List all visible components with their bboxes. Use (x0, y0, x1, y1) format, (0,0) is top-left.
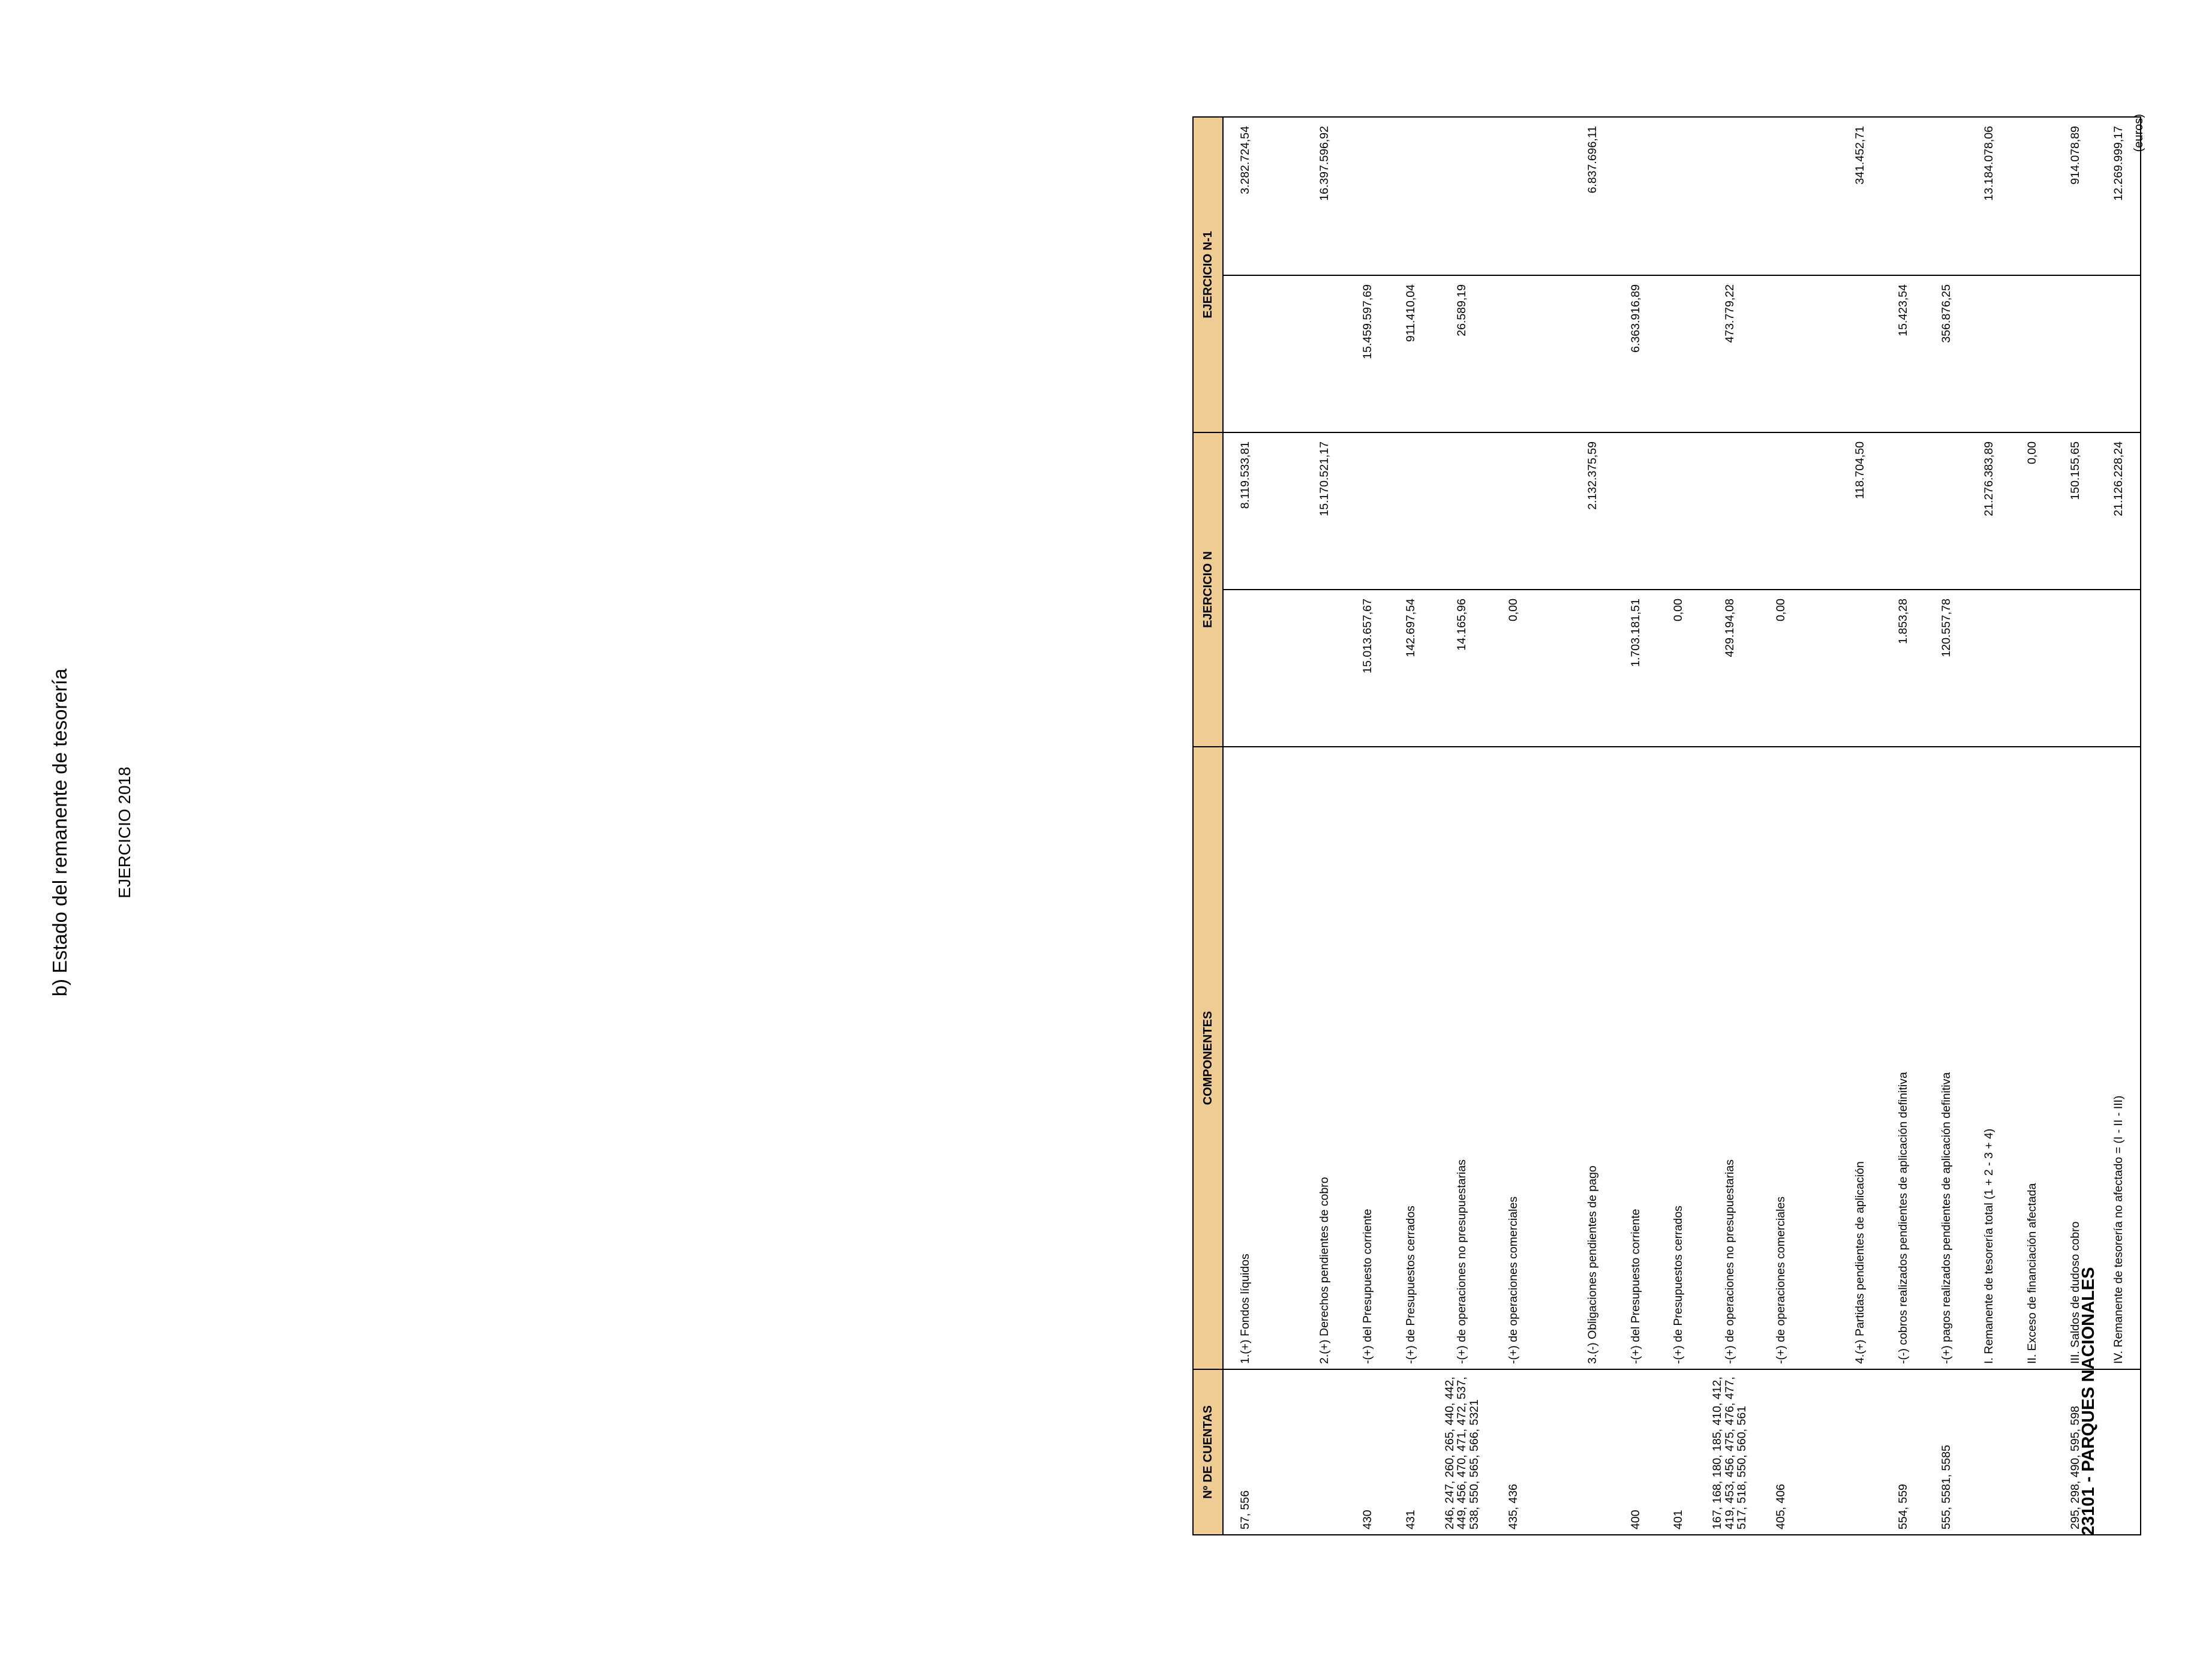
cell-accounts: 431 (1389, 1369, 1432, 1535)
cell-n1-total (2011, 117, 2054, 275)
cell-accounts: 167, 168, 180, 185, 410, 412, 419, 453, 456, 475, 476, 477, 517, 518, 550, 560, 561 (1700, 1369, 1759, 1535)
cell-n-total (1614, 432, 1657, 590)
cell-n1-detail: 6.363.916,89 (1614, 275, 1657, 432)
cell-n1-detail: 911.410,04 (1389, 275, 1432, 432)
cell-n-detail: 0,00 (1492, 590, 1535, 747)
cell-n-detail (1303, 590, 1347, 747)
cell-n-total (1389, 432, 1432, 590)
cell-n1-total: 914.078,89 (2054, 117, 2097, 275)
cell-accounts: 57, 556 (1223, 1369, 1267, 1535)
cell-n1-detail: 15.459.597,69 (1346, 275, 1389, 432)
cell-n1-total (1760, 117, 1803, 275)
cell-component: -(+) pagos realizados pendientes de aplicación definitiva (1925, 747, 1968, 1369)
table-row (2097, 117, 2141, 1535)
cell-accounts (1839, 1369, 1882, 1535)
cell-n-total: 15.170.521,17 (1303, 432, 1347, 590)
cell-component: 1.(+) Fondos líquidos (1223, 747, 1267, 1369)
spacer-row (1802, 117, 1839, 1535)
cell-n-detail: 0,00 (1760, 590, 1803, 747)
cell-n-detail (2097, 590, 2141, 747)
cell-n1-total (1657, 117, 1700, 275)
cell-n-total (1432, 432, 1492, 590)
cell-n1-detail (1492, 275, 1535, 432)
cell-n-detail: 14.165,96 (1432, 590, 1492, 747)
cell-component: 4.(+) Partidas pendientes de aplicación (1839, 747, 1882, 1369)
cell-n1-total: 341.452,71 (1839, 117, 1882, 275)
cell-n1-total: 13.184.078,06 (1968, 117, 2011, 275)
cell-n-total (1657, 432, 1700, 590)
cell-n1-total: 3.282.724,54 (1223, 117, 1267, 275)
cell-accounts (1571, 1369, 1614, 1535)
cell-component: -(+) de operaciones no presupuestarias (1432, 747, 1492, 1369)
cell-n-detail (1223, 590, 1267, 747)
cell-n1-detail (1968, 275, 2011, 432)
cell-accounts (1303, 1369, 1347, 1535)
cell-component: -(+) de operaciones comerciales (1492, 747, 1535, 1369)
cell-n-detail: 0,00 (1657, 590, 1700, 747)
cell-accounts: 400 (1614, 1369, 1657, 1535)
table-row (1571, 117, 1614, 1535)
header-year-n1: EJERCICIO N-1 (1193, 117, 1223, 432)
cell-n1-total: 16.397.596,92 (1303, 117, 1347, 275)
table-row (1968, 117, 2011, 1535)
cell-accounts: 554, 559 (1882, 1369, 1925, 1535)
cell-n1-detail (2054, 275, 2097, 432)
cell-component: -(+) del Presupuesto corriente (1614, 747, 1657, 1369)
cell-n1-total: 6.837.696,11 (1571, 117, 1614, 275)
table-row (1346, 117, 1389, 1535)
cell-n-detail (2054, 590, 2097, 747)
table-row (2011, 117, 2054, 1535)
cell-n1-detail (2011, 275, 2054, 432)
report-subtitle: EJERCICIO 2018 (115, 767, 134, 898)
cell-n1-total (1700, 117, 1759, 275)
table-row (1223, 117, 1267, 1535)
cell-n1-detail (1223, 275, 1267, 432)
cell-n-total: 2.132.375,59 (1571, 432, 1614, 590)
cell-n1-total (1492, 117, 1535, 275)
table-row (1614, 117, 1657, 1535)
cell-n1-total (1614, 117, 1657, 275)
cell-accounts (2011, 1369, 2054, 1535)
cell-component: -(+) de operaciones comerciales (1760, 747, 1803, 1369)
table-row (1389, 117, 1432, 1535)
cell-n1-total (1432, 117, 1492, 275)
cell-n-total: 0,00 (2011, 432, 2054, 590)
cell-n1-detail (1839, 275, 1882, 432)
cell-component: II. Exceso de financiación afectada (2011, 747, 2054, 1369)
spacer-row (1535, 117, 1571, 1535)
cell-n-total: 21.126.228,24 (2097, 432, 2141, 590)
cell-accounts: 405, 406 (1760, 1369, 1803, 1535)
cell-n1-detail (1760, 275, 1803, 432)
cell-n-detail: 142.697,54 (1389, 590, 1432, 747)
table-header-row (1193, 117, 1223, 1535)
cell-n-detail (1839, 590, 1882, 747)
table-row (1492, 117, 1535, 1535)
cell-accounts (2097, 1369, 2141, 1535)
cell-n1-detail (1303, 275, 1347, 432)
cell-n-detail: 1.703.181,51 (1614, 590, 1657, 747)
cell-n1-total (1925, 117, 1968, 275)
cell-n-total (1882, 432, 1925, 590)
cell-n-total (1492, 432, 1535, 590)
cell-n1-detail (2097, 275, 2141, 432)
header-components: COMPONENTES (1193, 747, 1223, 1369)
cell-n-total (1700, 432, 1759, 590)
cell-n-detail (1968, 590, 2011, 747)
table-row (1882, 117, 1925, 1535)
cell-n1-total (1389, 117, 1432, 275)
cell-accounts: 435, 436 (1492, 1369, 1535, 1535)
cell-component: 3.(-) Obligaciones pendientes de pago (1571, 747, 1614, 1369)
table-row (1700, 117, 1759, 1535)
table-row (1925, 117, 1968, 1535)
cell-component: IV. Remanente de tesorería no afectado = (I - II - III) (2097, 747, 2141, 1369)
header-accounts: Nº DE CUENTAS (1193, 1369, 1223, 1535)
cell-n1-detail: 15.423,54 (1882, 275, 1925, 432)
cell-component: -(-) cobros realizados pendientes de aplicación definitiva (1882, 747, 1925, 1369)
cell-accounts (1968, 1369, 2011, 1535)
table-row (1657, 117, 1700, 1535)
cell-accounts: 555, 5581, 5585 (1925, 1369, 1968, 1535)
cell-n1-total: 12.269.999,17 (2097, 117, 2141, 275)
cell-accounts: 401 (1657, 1369, 1700, 1535)
cell-accounts: 246, 247, 260, 265, 440, 442, 449, 456, 470, 471, 472, 537, 538, 550, 565, 566, 5321 (1432, 1369, 1492, 1535)
cell-n-total: 118.704,50 (1839, 432, 1882, 590)
remanente-table (1192, 116, 2141, 1535)
cell-n-total (1760, 432, 1803, 590)
cell-n-detail: 1.853,28 (1882, 590, 1925, 747)
entity-title: 23101 - PARQUES NACIONALES (2079, 1267, 2098, 1535)
cell-n-total: 8.119.533,81 (1223, 432, 1267, 590)
cell-n1-detail (1571, 275, 1614, 432)
cell-n1-detail (1657, 275, 1700, 432)
header-year-n: EJERCICIO N (1193, 432, 1223, 747)
cell-component: -(+) de Presupuestos cerrados (1657, 747, 1700, 1369)
cell-component: I. Remanente de tesorería total (1 + 2 - 3 + 4) (1968, 747, 2011, 1369)
cell-accounts: 430 (1346, 1369, 1389, 1535)
cell-n-total: 21.276.383,89 (1968, 432, 2011, 590)
cell-n-total: 150.155,65 (2054, 432, 2097, 590)
cell-component: -(+) de Presupuestos cerrados (1389, 747, 1432, 1369)
cell-n1-detail: 26.589,19 (1432, 275, 1492, 432)
cell-n1-detail: 356.876,25 (1925, 275, 1968, 432)
table-row (1303, 117, 1347, 1535)
table-row (1432, 117, 1492, 1535)
cell-n-total (1925, 432, 1968, 590)
cell-n-detail: 15.013.657,67 (1346, 590, 1389, 747)
table-row (1760, 117, 1803, 1535)
units-label: (euros) (2132, 114, 2145, 152)
cell-n-detail: 120.557,78 (1925, 590, 1968, 747)
cell-n-detail: 429.194,08 (1700, 590, 1759, 747)
spacer-row (1267, 117, 1303, 1535)
cell-component: -(+) de operaciones no presupuestarias (1700, 747, 1759, 1369)
cell-component: 2.(+) Derechos pendientes de cobro (1303, 747, 1347, 1369)
report-sheet (1192, 96, 2212, 1535)
cell-component: -(+) del Presupuesto corriente (1346, 747, 1389, 1369)
cell-n-total (1346, 432, 1389, 590)
cell-n1-total (1882, 117, 1925, 275)
cell-n1-total (1346, 117, 1389, 275)
cell-n-detail (1571, 590, 1614, 747)
report-title: b) Estado del remanente de tesorería (49, 668, 71, 997)
cell-accounts: 295, 298, 490, 595, 598 (2054, 1369, 2097, 1535)
cell-n1-detail: 473.779,22 (1700, 275, 1759, 432)
cell-n-detail (2011, 590, 2054, 747)
cell-component: III. Saldos de dudoso cobro (2054, 747, 2097, 1369)
table-row (1839, 117, 1882, 1535)
